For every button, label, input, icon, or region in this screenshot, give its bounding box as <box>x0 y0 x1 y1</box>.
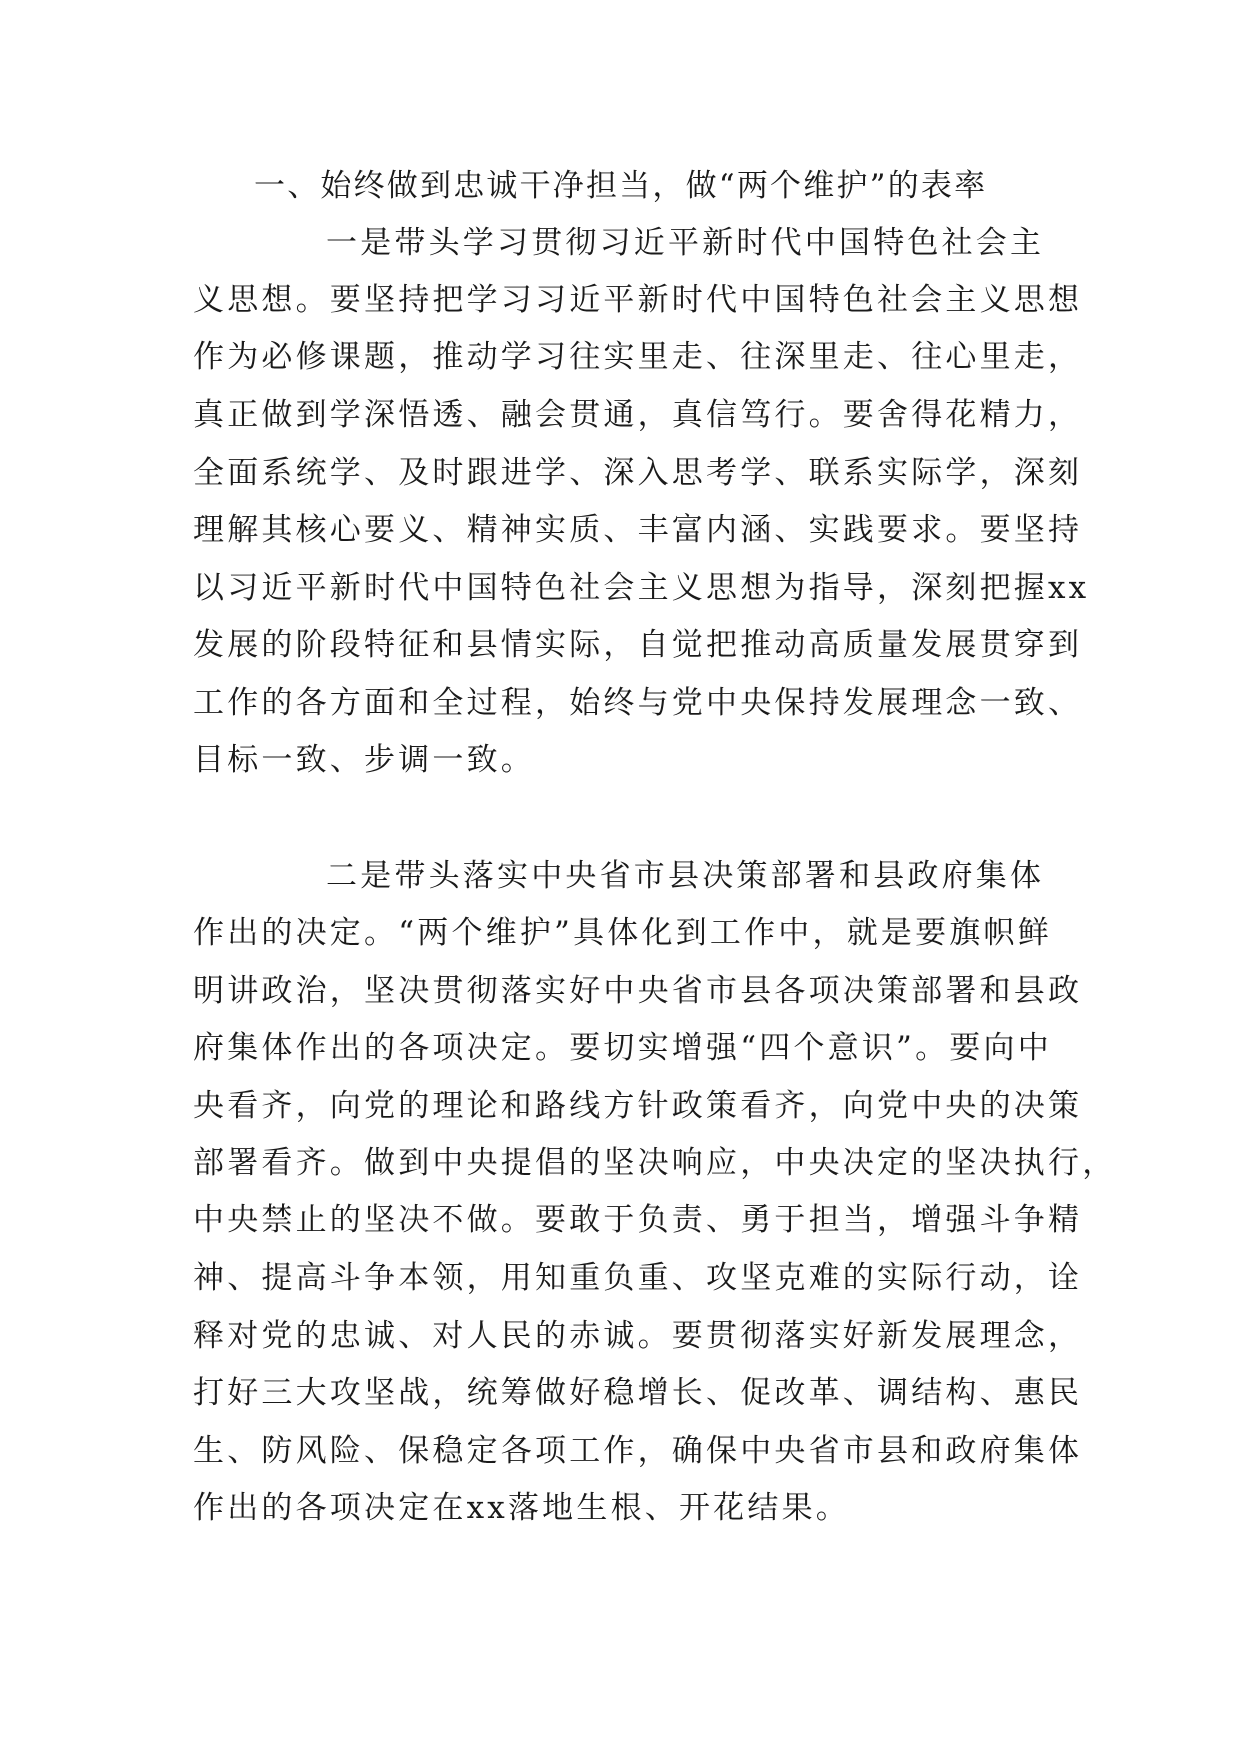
paragraph-line: 全面系统学、及时跟进学、深入思考学、联系实际学，深刻 <box>193 455 1083 491</box>
paragraph-line: 二是带头落实中央省市县决策部署和县政府集体 <box>326 858 1045 894</box>
paragraph-line: 神、提高斗争本领，用知重负重、攻坚克难的实际行动，诠 <box>193 1260 1083 1296</box>
paragraph-line: 作出的各项决定在xx落地生根、开花结果。 <box>193 1490 850 1526</box>
paragraph-line: 府集体作出的各项决定。要切实增强“四个意识”。要向中 <box>193 1030 1052 1066</box>
paragraph-line: 目标一致、步调一致。 <box>193 742 535 778</box>
paragraph-line: 作出的决定。“两个维护”具体化到工作中，就是要旗帜鲜 <box>193 915 1052 951</box>
paragraph-line: 打好三大攻坚战，统筹做好稳增长、促改革、调结构、惠民 <box>193 1375 1083 1411</box>
paragraph-line: 部署看齐。做到中央提倡的坚决响应，中央决定的坚决执行， <box>193 1145 1117 1181</box>
paragraph-line: 央看齐，向党的理论和路线方针政策看齐，向党中央的决策 <box>193 1088 1083 1124</box>
paragraph-line: 作为必修课题，推动学习往实里走、往深里走、往心里走， <box>193 339 1083 375</box>
paragraph-line: 一是带头学习贯彻习近平新时代中国特色社会主 <box>326 225 1045 261</box>
paragraph-line: 发展的阶段特征和县情实际，自觉把推动高质量发展贯穿到 <box>193 627 1083 663</box>
paragraph-line: 释对党的忠诚、对人民的赤诚。要贯彻落实好新发展理念， <box>193 1318 1083 1354</box>
section-heading: 一、始终做到忠诚干净担当，做“两个维护”的表率 <box>254 168 988 204</box>
paragraph-line: 理解其核心要义、精神实质、丰富内涵、实践要求。要坚持 <box>193 512 1083 548</box>
paragraph-line: 生、防风险、保稳定各项工作，确保中央省市县和政府集体 <box>193 1433 1083 1469</box>
paragraph-line: 义思想。要坚持把学习习近平新时代中国特色社会主义思想 <box>193 282 1083 318</box>
paragraph-line: 以习近平新时代中国特色社会主义思想为指导，深刻把握xx <box>193 570 1090 606</box>
paragraph-line: 中央禁止的坚决不做。要敢于负责、勇于担当，增强斗争精 <box>193 1202 1083 1238</box>
paragraph-line: 真正做到学深悟透、融会贯通，真信笃行。要舍得花精力， <box>193 397 1083 433</box>
paragraph-line: 明讲政治，坚决贯彻落实好中央省市县各项决策部署和县政 <box>193 973 1083 1009</box>
paragraph-line: 工作的各方面和全过程，始终与党中央保持发展理念一致、 <box>193 685 1083 721</box>
